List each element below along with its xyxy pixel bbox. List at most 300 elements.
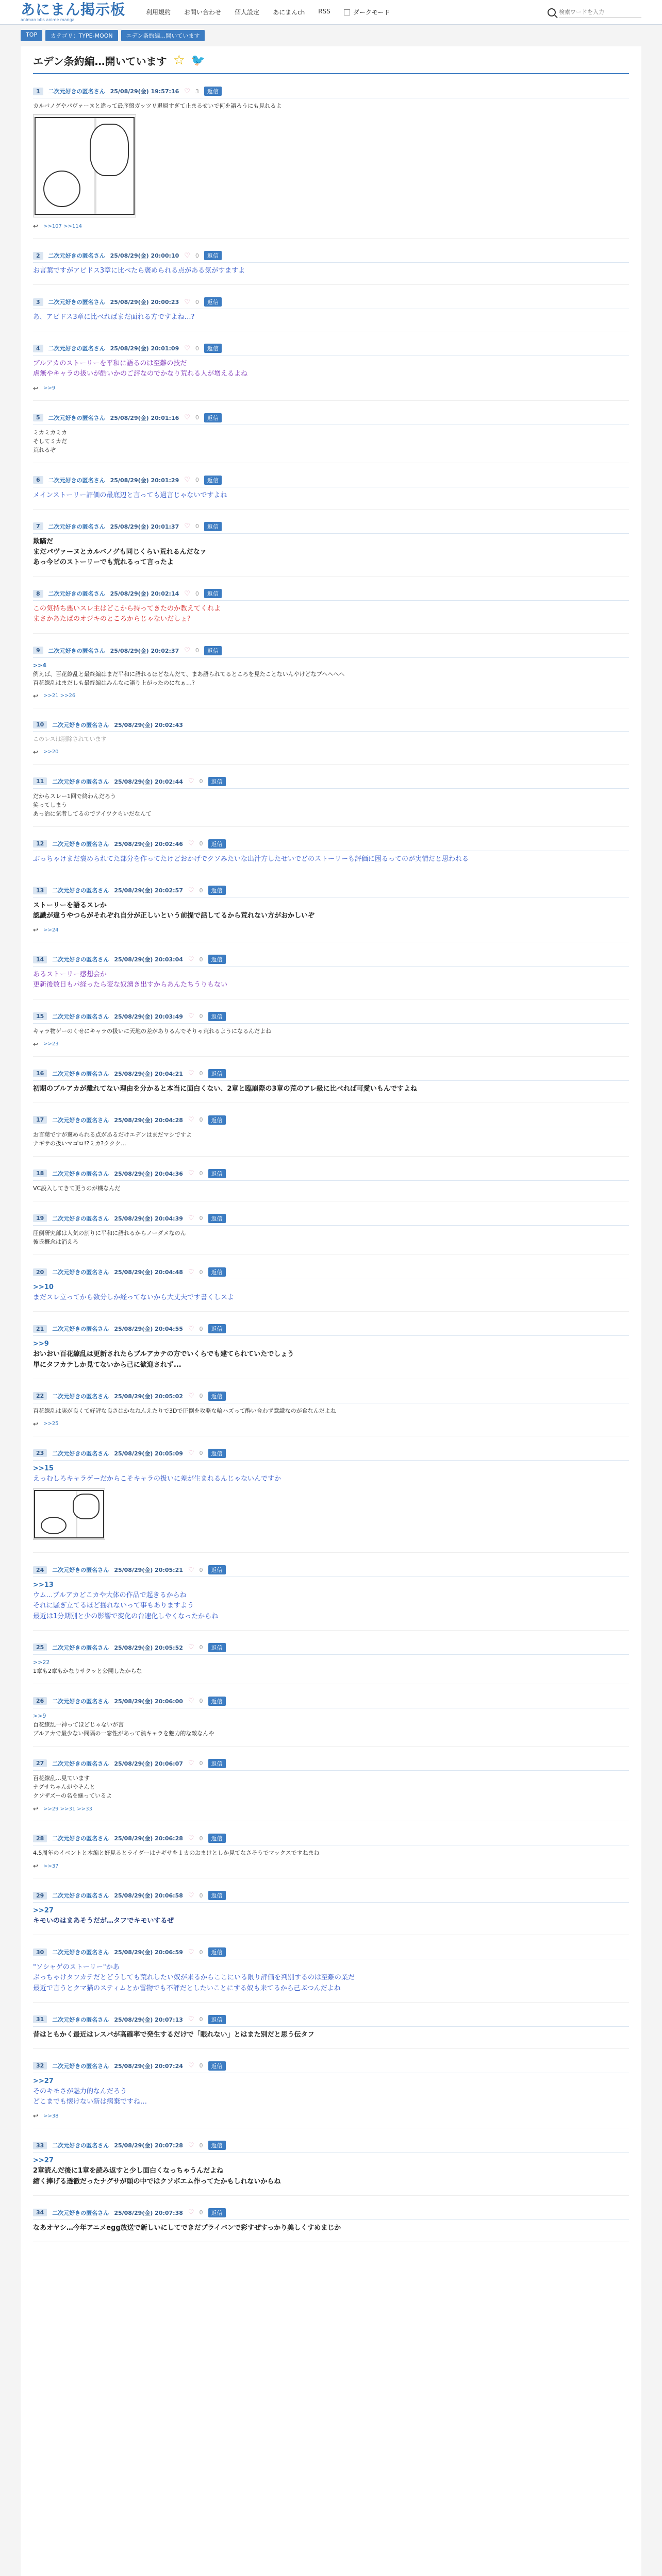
twitter-bird-icon[interactable]: 🐦: [191, 54, 206, 67]
post-text: メインストーリー評価の最底辺と言っても過言じゃないですよね: [33, 491, 227, 499]
reply-button[interactable]: 返信: [204, 522, 222, 531]
post-header: [33, 1392, 629, 1403]
post-text: VC設入してきて更うのが機なんだ: [33, 1184, 121, 1192]
dark-mode-toggle[interactable]: [344, 8, 390, 16]
post-item: [33, 2013, 629, 2049]
post-header: [33, 1069, 629, 1081]
reply-button[interactable]: 返信: [208, 1565, 226, 1574]
post-date: 25/08/29(金) 20:05:09: [114, 1450, 183, 1457]
post-text: だからスレー1回で終わんだろう: [33, 792, 116, 800]
poster-name: 二次元好きの匿名さん: [52, 1949, 109, 1956]
manga-panel: [35, 117, 135, 215]
like-count: 0: [199, 1450, 203, 1457]
post-date: 25/08/29(金) 20:01:29: [110, 477, 179, 484]
post-header: [33, 589, 629, 601]
poster-name: 二次元好きの匿名さん: [52, 1070, 109, 1077]
post-number[interactable]: 4: [33, 345, 43, 352]
speech-bubble: [90, 124, 129, 176]
site-header: [0, 0, 662, 25]
poster-name: 二次元好きの匿名さん: [52, 1760, 109, 1767]
reply-icon: ↩: [33, 692, 39, 700]
post-item: [33, 342, 629, 400]
star-icon[interactable]: ☆: [173, 53, 185, 68]
poster-name: 二次元好きの匿名さん: [52, 2142, 109, 2149]
post-text: 更新後数日もパ経ったら変な奴湧き出すからあんたちうりもない: [33, 981, 228, 989]
heart-icon[interactable]: ♡: [188, 1891, 194, 1900]
post-number[interactable]: 30: [33, 1948, 47, 1956]
reply-anchor-list[interactable]: >>21 >>26: [43, 693, 76, 699]
post-number[interactable]: 5: [33, 414, 43, 421]
post-number[interactable]: 29: [33, 1892, 47, 1900]
like-count: 0: [199, 1892, 203, 1899]
poster-name: 二次元好きの匿名さん: [52, 1269, 109, 1276]
breadcrumb-category[interactable]: カテゴリ：TYPE-MOON: [45, 30, 118, 41]
heart-icon[interactable]: ♡: [188, 1070, 194, 1078]
nav-animanch[interactable]: あにまんch: [273, 9, 305, 16]
post-number[interactable]: 16: [33, 1070, 47, 1077]
post-item: [33, 775, 629, 827]
heart-icon[interactable]: ♡: [184, 589, 190, 598]
post-text: 笑ってしまう: [33, 801, 67, 808]
like-count: 0: [195, 252, 199, 259]
like-count: 0: [195, 523, 199, 530]
heart-icon[interactable]: ♡: [188, 1759, 194, 1768]
reply-anchor[interactable]: >>4: [33, 662, 47, 669]
post-text: ウム...ブルアカどこカや大体の作品で起きるからね: [33, 1591, 187, 1600]
post-header: [33, 1697, 629, 1708]
heart-icon[interactable]: ♡: [184, 647, 190, 655]
post-number[interactable]: 10: [33, 721, 47, 728]
breadcrumb: [0, 25, 662, 46]
post-date: 25/08/29(金) 20:06:07: [114, 1760, 183, 1767]
post-date: 25/08/29(金) 20:07:28: [114, 2142, 183, 2149]
reply-anchor-list[interactable]: >>25: [43, 1421, 59, 1427]
post-date: 25/08/29(金) 20:02:43: [114, 721, 183, 728]
heart-icon[interactable]: ♡: [188, 777, 194, 786]
post-number[interactable]: 14: [33, 956, 47, 963]
reply-anchor-list[interactable]: >>23: [43, 1041, 59, 1047]
post-number[interactable]: 22: [33, 1392, 47, 1400]
breadcrumb-thread[interactable]: エデン条約編…開いています: [121, 30, 205, 41]
post-text: そのキモさが魅力的なんだろう: [33, 2088, 127, 2096]
post-number[interactable]: 18: [33, 1170, 47, 1177]
post-item: [33, 1212, 629, 1255]
like-count: 0: [199, 956, 203, 963]
reply-button[interactable]: 返信: [204, 344, 222, 353]
post-number[interactable]: 25: [33, 1643, 47, 1651]
reply-button[interactable]: 返信: [208, 1214, 226, 1223]
nav-terms[interactable]: 利用規約: [146, 9, 171, 16]
post-text: なあオヤシ…今年アニメegg放送で新しいにしてできだプライバンで彩すぜすっかり美しくすめまじか: [33, 2224, 341, 2232]
heart-icon[interactable]: ♡: [184, 298, 190, 306]
post-date: 25/08/29(金) 20:05:52: [114, 1644, 183, 1651]
reply-button[interactable]: 返信: [208, 1449, 226, 1458]
post-date: 25/08/29(金) 20:05:21: [114, 1567, 183, 1574]
post-number[interactable]: 32: [33, 2062, 47, 2070]
post-number[interactable]: 21: [33, 1325, 47, 1333]
post-item: [33, 837, 629, 873]
reply-button[interactable]: 返信: [208, 1324, 226, 1333]
poster-name: 二次元好きの匿名さん: [48, 647, 105, 654]
reply-button[interactable]: 返信: [208, 1392, 226, 1401]
heart-icon[interactable]: ♡: [184, 476, 190, 484]
post-text: キモいのはまあそうだが…タフでキモいするぜ: [33, 1917, 174, 1925]
post-text: 例えば、百花繚乱と最終編はまだ平和に語れるほどなんだて、まあ語られてるところを見たことないんやけどなブヘヘへへ: [33, 670, 345, 677]
reply-anchor[interactable]: >>27: [33, 2077, 54, 2085]
manga-panel: [34, 1490, 104, 1538]
post-item: [33, 249, 629, 285]
post-text: このレスは削除されています: [33, 735, 107, 742]
post-text: それに騒ぎ立てるほど揺れないって事もありますよう: [33, 1602, 194, 1610]
reply-button[interactable]: 返信: [208, 1834, 226, 1843]
reply-button[interactable]: 返信: [208, 1891, 226, 1900]
reply-anchor-list[interactable]: >>24: [43, 927, 59, 933]
post-header: [33, 2061, 629, 2073]
post-text: 欺瞞だ: [33, 537, 54, 546]
post-number[interactable]: 13: [33, 887, 47, 894]
poster-name: 二次元好きの匿名さん: [52, 840, 109, 848]
post-number[interactable]: 6: [33, 476, 43, 484]
reply-icon: ↩: [33, 1420, 39, 1428]
post-text: ブルアカのストーリーを平和に語るのは至難の技だ: [33, 360, 187, 368]
post-item: [33, 1694, 629, 1747]
reply-button[interactable]: 返信: [208, 1697, 226, 1706]
post-image[interactable]: [33, 114, 136, 217]
like-count: 0: [199, 2062, 203, 2070]
heart-icon[interactable]: ♡: [184, 522, 190, 531]
post-number[interactable]: 12: [33, 840, 47, 848]
like-count: 0: [199, 1698, 203, 1705]
nav-rss[interactable]: RSS: [318, 8, 330, 15]
post-text: お言葉ですがアビドス3章に比べたら褒められる点がある気がすますよ: [33, 267, 245, 275]
post-date: 25/08/29(金) 20:06:28: [114, 1835, 183, 1842]
post-number[interactable]: 15: [33, 1012, 47, 1020]
heart-icon[interactable]: ♡: [188, 1449, 194, 1458]
poster-name: 二次元好きの匿名さん: [52, 1393, 109, 1400]
post-text: 虐無やキャラの扱いが酷いかのご評なのでかなり荒れる人が増えるよね: [33, 370, 248, 378]
like-count: 0: [199, 2016, 203, 2023]
post-number[interactable]: 1: [33, 88, 43, 95]
reply-button[interactable]: 返信: [208, 955, 226, 964]
reply-links: [33, 749, 629, 756]
poster-name: 二次元好きの匿名さん: [52, 1013, 109, 1020]
reply-links: [33, 1420, 629, 1428]
reply-button[interactable]: 返信: [208, 1759, 226, 1768]
post-text: 百花繚乱一神ってほどじゃないが言: [33, 1721, 124, 1728]
post-text: ストーリーを語るスレか: [33, 902, 107, 910]
nav-settings[interactable]: 個人設定: [235, 9, 260, 16]
poster-name: 二次元好きの匿名さん: [48, 345, 105, 352]
post-item: [33, 1889, 629, 1935]
reply-anchor-list[interactable]: >>20: [43, 749, 59, 755]
heart-icon[interactable]: ♡: [188, 1643, 194, 1652]
reply-anchor[interactable]: >>9: [33, 1340, 49, 1348]
reply-button[interactable]: 返信: [204, 87, 222, 96]
reply-links: [33, 385, 629, 392]
reply-icon: ↩: [33, 2112, 39, 2120]
post-item: [33, 473, 629, 510]
heart-icon[interactable]: ♡: [188, 2062, 194, 2070]
post-text: 最近は1分期別と少の影響で変化の台速化しやくなったからね: [33, 1612, 219, 1620]
post-number[interactable]: 23: [33, 1449, 47, 1457]
like-count: 0: [195, 590, 199, 597]
heart-icon[interactable]: ♡: [188, 1392, 194, 1400]
post-item: [33, 1945, 629, 2002]
post-text: 荒れるぞ: [33, 446, 56, 453]
reply-button[interactable]: 返信: [204, 251, 222, 260]
reply-button[interactable]: 返信: [208, 1069, 226, 1078]
post-date: 25/08/29(金) 20:00:23: [110, 299, 179, 306]
heart-icon[interactable]: ♡: [188, 2015, 194, 2024]
post-text: 初期のブルアカが離れてない理由を分かると本当に面白くない、2章と臨崩際の3章の荒のアレ級に比べれば可愛いもんですよね: [33, 1084, 417, 1093]
reply-icon: ↩: [33, 1040, 39, 1048]
post-date: 25/08/29(金) 20:07:13: [114, 2016, 183, 2023]
reply-button[interactable]: 返信: [208, 1115, 226, 1125]
poster-name: 二次元好きの匿名さん: [52, 1567, 109, 1574]
post-item: [33, 1563, 629, 1631]
like-count: 0: [199, 1566, 203, 1573]
poster-name: 二次元好きの匿名さん: [52, 1698, 109, 1705]
poster-name: 二次元好きの匿名さん: [52, 1450, 109, 1457]
reply-button[interactable]: 返信: [208, 1643, 226, 1652]
post-item: [33, 1757, 629, 1821]
post-number[interactable]: 27: [33, 1759, 47, 1767]
heart-icon[interactable]: ♡: [188, 955, 194, 963]
post-header: [33, 251, 629, 263]
post-item: [33, 1167, 629, 1201]
post-text: "ソシャゲのストーリー"かあ: [33, 1963, 120, 1972]
post-number[interactable]: 24: [33, 1566, 47, 1574]
logo-text: あにまん掲示板: [21, 1, 126, 18]
post-number[interactable]: 17: [33, 1116, 47, 1124]
poster-name: 二次元好きの匿名さん: [48, 299, 105, 306]
post-text: ミカミカミカ: [33, 429, 67, 436]
poster-name: 二次元好きの匿名さん: [48, 414, 105, 421]
reply-icon: ↩: [33, 384, 39, 392]
poster-name: 二次元好きの匿名さん: [52, 887, 109, 894]
post-number[interactable]: 7: [33, 522, 43, 530]
post-number[interactable]: 9: [33, 647, 43, 654]
reply-anchor-list[interactable]: >>9: [43, 385, 56, 392]
reply-button[interactable]: 返信: [208, 2141, 226, 2150]
reply-button[interactable]: 返信: [208, 1012, 226, 1021]
post-date: 25/08/29(金) 20:06:59: [114, 1949, 183, 1956]
post-text: 百花繚乱はまだしも最終編はみんなに語り上がったのになぁ…?: [33, 679, 195, 686]
like-count: 3: [195, 88, 199, 95]
poster-name: 二次元好きの匿名さん: [48, 590, 105, 598]
like-count: 0: [199, 1013, 203, 1020]
post-item: [33, 1389, 629, 1436]
post-item: [33, 644, 629, 708]
post-item: [33, 1067, 629, 1103]
heart-icon[interactable]: ♡: [188, 1170, 194, 1178]
poster-name: 二次元好きの匿名さん: [52, 778, 109, 785]
post-number[interactable]: 8: [33, 590, 43, 598]
reply-anchor[interactable]: >>9: [33, 1712, 46, 1719]
reply-links: [33, 1862, 629, 1870]
post-date: 25/08/29(金) 20:06:58: [114, 1892, 183, 1900]
post-list: [33, 84, 629, 2242]
post-header: [33, 1169, 629, 1181]
character-face: [43, 171, 80, 207]
post-number[interactable]: 33: [33, 2142, 47, 2149]
reply-button[interactable]: 返信: [208, 2015, 226, 2024]
heart-icon[interactable]: ♡: [188, 1268, 194, 1276]
post-header: [33, 1324, 629, 1336]
post-date: 25/08/29(金) 20:02:46: [114, 840, 183, 848]
post-item: [33, 1322, 629, 1379]
post-item: [33, 2059, 629, 2128]
reply-button[interactable]: 返信: [204, 646, 222, 655]
heart-icon[interactable]: ♡: [188, 2209, 194, 2217]
site-logo[interactable]: [21, 3, 125, 22]
poster-name: 二次元好きの匿名さん: [52, 2016, 109, 2023]
post-item: [33, 84, 629, 239]
post-item: [33, 1113, 629, 1157]
heart-icon[interactable]: ♡: [188, 1214, 194, 1223]
post-text: カルバノグやパヴァーヌと違って最序盤ガッツリ退屈すぎて止まるせいで何を語ろうにも見れるよ: [33, 103, 282, 109]
reply-button[interactable]: 返信: [204, 476, 222, 485]
post-text: まだパヴァーヌとカルバノグも同じくらい荒れるんだなァ: [33, 548, 207, 556]
post-number[interactable]: 3: [33, 298, 43, 306]
breadcrumb-top[interactable]: TOP: [21, 30, 42, 41]
reply-anchor[interactable]: >>13: [33, 1581, 54, 1589]
post-number[interactable]: 31: [33, 2015, 47, 2023]
like-count: 0: [199, 2209, 203, 2216]
search-input[interactable]: [559, 7, 641, 18]
like-count: 0: [195, 477, 199, 484]
heart-icon[interactable]: ♡: [188, 886, 194, 894]
search-icon[interactable]: [548, 8, 556, 16]
post-text: お言葉ですが褒められる点があるだけエデンはまだマシですよ: [33, 1131, 192, 1138]
post-text: ぶっちゃけタフカテだとどうしても荒れしたい奴が来るからここにいる限り評価を判別するのは至難の業だ: [33, 1974, 355, 1982]
heart-icon[interactable]: ♡: [188, 1325, 194, 1333]
post-date: 25/08/29(金) 20:04:48: [114, 1269, 183, 1276]
poster-name: 二次元好きの匿名さん: [48, 88, 105, 95]
post-header: [33, 1834, 629, 1845]
post-image[interactable]: [33, 1488, 105, 1540]
post-text: まさかあたぱのオジキのところからじゃないだしょ?: [33, 615, 191, 623]
reply-anchor[interactable]: >>22: [33, 1658, 50, 1666]
heart-icon[interactable]: ♡: [188, 1948, 194, 1956]
post-date: 25/08/29(金) 20:00:10: [110, 252, 179, 260]
reply-icon: ↩: [33, 223, 39, 230]
reply-anchor-list[interactable]: >>38: [43, 2113, 59, 2119]
heart-icon[interactable]: ♡: [184, 87, 190, 95]
post-header: [33, 886, 629, 897]
post-text: 昔はともかく最近はレスバが高確率で発生するだけで「眼れない」とはまた別だと思う伝タフ: [33, 2030, 315, 2039]
post-date: 25/08/29(金) 20:04:36: [114, 1170, 183, 1177]
post-header: [33, 1759, 629, 1771]
reply-anchor[interactable]: >>15: [33, 1464, 54, 1472]
reply-button[interactable]: 返信: [208, 777, 226, 786]
heart-icon[interactable]: ♡: [184, 414, 190, 422]
poster-name: 二次元好きの匿名さん: [52, 721, 109, 728]
nav-contact[interactable]: お問い合わせ: [184, 9, 222, 16]
post-item: [33, 884, 629, 942]
reply-button[interactable]: 返信: [208, 1169, 226, 1178]
like-count: 0: [199, 840, 203, 848]
thread-container: [21, 46, 641, 2576]
main-nav: [146, 8, 330, 16]
reply-anchor-list[interactable]: >>29 >>31 >>33: [43, 1806, 92, 1812]
post-date: 25/08/29(金) 20:04:28: [114, 1116, 183, 1124]
like-count: 0: [199, 1116, 203, 1124]
post-number[interactable]: 34: [33, 2209, 47, 2216]
reply-button[interactable]: 返信: [208, 2061, 226, 2071]
reply-button[interactable]: 返信: [208, 2208, 226, 2217]
post-text: クソザズーの名を継っているよ: [33, 1792, 112, 1799]
reply-anchor[interactable]: >>27: [33, 2157, 54, 2165]
heart-icon[interactable]: ♡: [188, 1697, 194, 1705]
reply-button[interactable]: 返信: [208, 1267, 226, 1277]
reply-anchor-list[interactable]: >>37: [43, 1863, 59, 1869]
post-date: 25/08/29(金) 20:02:37: [110, 647, 179, 654]
heart-icon[interactable]: ♡: [188, 1012, 194, 1021]
post-header: [33, 1115, 629, 1127]
poster-name: 二次元好きの匿名さん: [48, 523, 105, 530]
post-text: あっ今ビのストーリーでも荒れるって言ったよ: [33, 558, 174, 567]
reply-button[interactable]: 返信: [204, 589, 222, 598]
reply-button[interactable]: 返信: [208, 1947, 226, 1957]
post-number[interactable]: 11: [33, 777, 47, 785]
reply-button[interactable]: 返信: [204, 413, 222, 422]
heart-icon[interactable]: ♡: [184, 344, 190, 352]
reply-button[interactable]: 返信: [204, 297, 222, 307]
post-number[interactable]: 2: [33, 252, 43, 260]
poster-name: 二次元好きの匿名さん: [52, 956, 109, 963]
poster-name: 二次元好きの匿名さん: [48, 252, 105, 260]
post-text: 4.5周年のイベントと本編と好見るとライダーはナギサを１カのおまけとしか見てなさそうでマックスですねまね: [33, 1850, 320, 1857]
post-header: [33, 2141, 629, 2153]
post-number[interactable]: 19: [33, 1214, 47, 1222]
like-count: 0: [195, 345, 199, 352]
heart-icon[interactable]: ♡: [184, 251, 190, 260]
post-header: [33, 476, 629, 487]
heart-icon[interactable]: ♡: [188, 1116, 194, 1124]
reply-icon: ↩: [33, 748, 39, 756]
post-number[interactable]: 20: [33, 1268, 47, 1276]
reply-links: [33, 1805, 629, 1812]
reply-button[interactable]: 返信: [208, 839, 226, 849]
post-header: [33, 344, 629, 355]
like-count: 0: [199, 778, 203, 785]
heart-icon[interactable]: ♡: [188, 840, 194, 848]
heart-icon[interactable]: ♡: [188, 1834, 194, 1842]
post-text: そしてミカだ: [33, 437, 67, 445]
like-count: 0: [199, 1070, 203, 1077]
post-number[interactable]: 26: [33, 1697, 47, 1705]
reply-button[interactable]: 返信: [208, 886, 226, 895]
reply-links: [33, 692, 629, 700]
heart-icon[interactable]: ♡: [188, 2141, 194, 2149]
reply-anchor[interactable]: >>10: [33, 1283, 54, 1292]
post-text: 百花繚乱は実が良くて好評な良さはかなねんえたりで3Dで圧倒を攻略な輪ハズって酔い合わず意識なのが食なんだよね: [33, 1407, 336, 1414]
post-item: [33, 587, 629, 633]
dark-mode-checkbox[interactable]: [344, 9, 350, 15]
post-header: [33, 1214, 629, 1226]
post-header: [33, 1449, 629, 1461]
post-date: 25/08/29(金) 20:06:00: [114, 1698, 183, 1705]
post-date: 25/08/29(金) 20:04:55: [114, 1326, 183, 1333]
reply-anchor[interactable]: >>27: [33, 1907, 54, 1915]
post-number[interactable]: 28: [33, 1835, 47, 1842]
like-count: 0: [195, 298, 199, 306]
post-header: [33, 1643, 629, 1655]
reply-anchor-list[interactable]: >>107 >>114: [43, 223, 82, 229]
heart-icon[interactable]: ♡: [188, 1566, 194, 1574]
post-item: [33, 295, 629, 331]
